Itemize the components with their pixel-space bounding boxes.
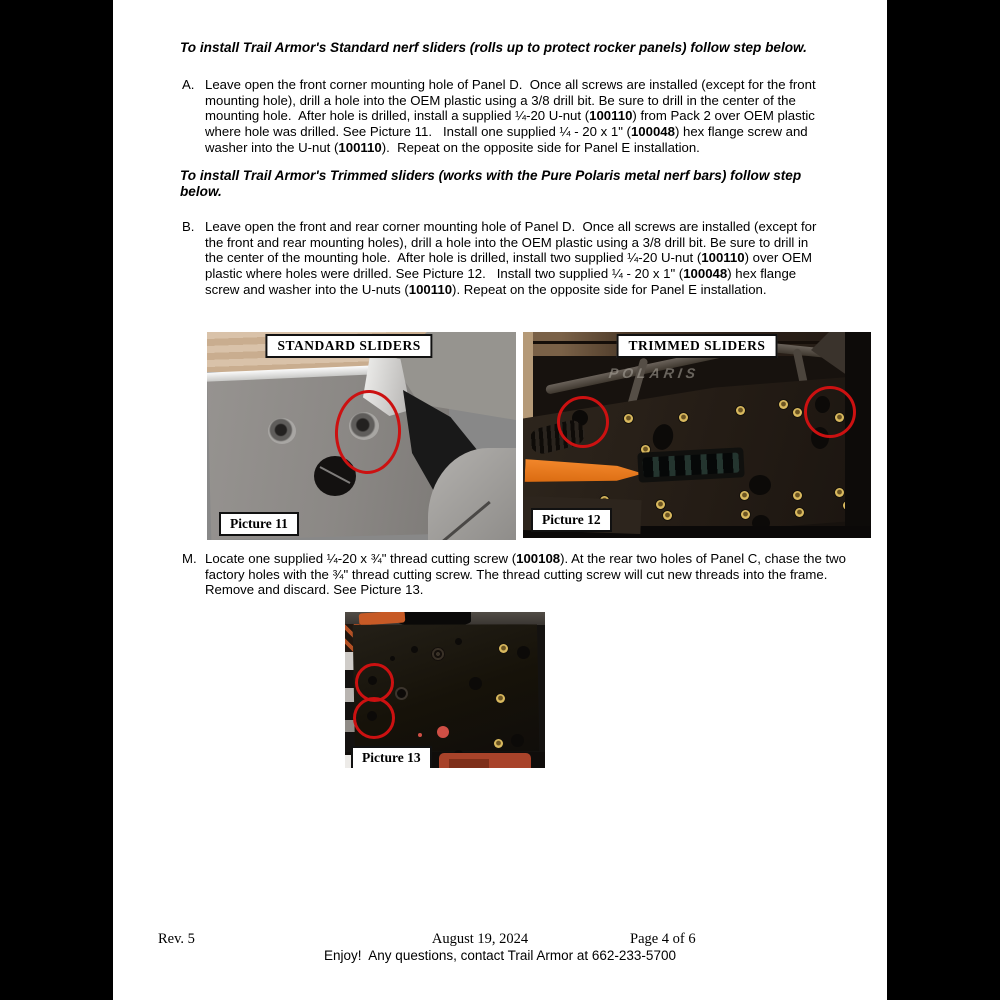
- step-b: [182, 219, 829, 298]
- vent-slot-frame: [637, 447, 744, 483]
- screw-icon: [835, 488, 844, 497]
- screw-icon: [496, 694, 505, 703]
- photo-title-standard: STANDARD SLIDERS: [266, 334, 433, 358]
- light-through-hole: [437, 726, 449, 738]
- step-m-text: Locate one supplied ¼-20 x ¾" thread cutting screw (100108). At the rear two holes of Panel C, chase the two factory holes with the ¾" thread cutting screw. The thread cutting screw will cut new threads into the frame. Remove and discard. See Picture 13.: [205, 551, 850, 598]
- screw-icon: [499, 644, 508, 653]
- footer-revision: Rev. 5: [158, 931, 195, 947]
- photo-title-trimmed: TRIMMED SLIDERS: [617, 334, 778, 358]
- small-red-dot: [418, 733, 422, 737]
- hole: [469, 677, 482, 690]
- screw-icon: [656, 500, 665, 509]
- footer-contact: Enjoy! Any questions, contact Trail Armor at 662-233-5700: [324, 948, 676, 963]
- footer-date: August 19, 2024: [431, 931, 529, 947]
- hole: [455, 638, 462, 645]
- photo-panel-c-underside: [345, 612, 545, 768]
- hole: [411, 646, 418, 653]
- hole: [517, 646, 530, 659]
- screw-icon: [494, 739, 503, 748]
- step-m: [182, 551, 855, 598]
- screw-icon: [624, 414, 633, 423]
- document-page: [113, 0, 887, 1000]
- shadow-right: [845, 332, 871, 538]
- mounting-hole: [268, 418, 296, 444]
- photo-caption-11: Picture 11: [219, 512, 299, 536]
- letterbox-left: [0, 0, 113, 1000]
- step-a-marker: A.: [182, 77, 195, 92]
- photo-trimmed-sliders: [523, 332, 871, 538]
- screw-icon: [736, 406, 745, 415]
- screw-icon: [779, 400, 788, 409]
- screw-icon: [740, 491, 749, 500]
- step-b-marker: B.: [182, 219, 195, 234]
- hole: [390, 656, 395, 661]
- threaded-hole: [431, 647, 445, 661]
- step-a-text: Leave open the front corner mounting hole of Panel D. Once all screws are installed (except for the front mounting hole), drill a hole into the OEM plastic using a 3/8 drill bit. Be sure to drill in the center of the mounting hole. After hole is drilled, install a supplied ¼-20 U-nut (100110) from Pack 2 over OEM plastic where hole was drilled. See Picture 11. Install one supplied ¼ - 20 x 1" (100048) hex flange screw and washer into the U-nut (100110). Repeat on the opposite side for Panel E installation.: [205, 77, 820, 155]
- letterbox-right: [887, 0, 1000, 1000]
- step-m-marker: M.: [182, 551, 197, 566]
- heading-trimmed-sliders: To install Trail Armor's Trimmed sliders (works with the Pure Polaris metal nerf bars) follow step below.: [180, 168, 805, 199]
- screw-icon: [795, 508, 804, 517]
- photo-caption-12: Picture 12: [531, 508, 612, 532]
- step-b-text: Leave open the front and rear corner mounting hole of Panel D. Once all screws are installed (except for the front and rear mounting holes), drill a hole into the OEM plastic using a 3/8 drill bit. Be sure to drill in the center of the mounting hole. After hole is drilled, install two supplied ¼-20 U-nut (100110) over OEM plastic where holes were drilled. See Picture 12. Install two supplied ¼ - 20 x 1" (100048) hex flange screw and washer into the U-nuts (100110). Repeat on the opposite side for Panel E installation.: [205, 219, 821, 297]
- screw-icon: [663, 511, 672, 520]
- red-machinery-dark: [449, 759, 489, 768]
- vent-slots: [643, 453, 740, 478]
- photo-standard-sliders: [207, 332, 516, 540]
- red-circle-annotation: [353, 697, 395, 739]
- screw-icon: [679, 413, 688, 422]
- polaris-logo-text: POLARIS: [607, 365, 701, 381]
- step-a: [182, 77, 829, 156]
- hole: [511, 734, 524, 747]
- red-circle-annotation: [804, 386, 856, 438]
- ringed-hole: [395, 687, 408, 700]
- screw-icon: [741, 510, 750, 519]
- red-circle-annotation: [557, 396, 609, 448]
- screw-icon: [793, 491, 802, 500]
- heading-standard-sliders: To install Trail Armor's Standard nerf sliders (rolls up to protect rocker panels) follow step below.: [180, 40, 807, 55]
- footer-page-number: Page 4 of 6: [630, 931, 696, 947]
- screw-icon: [793, 408, 802, 417]
- hole: [749, 475, 771, 495]
- photo-caption-13: Picture 13: [351, 746, 432, 768]
